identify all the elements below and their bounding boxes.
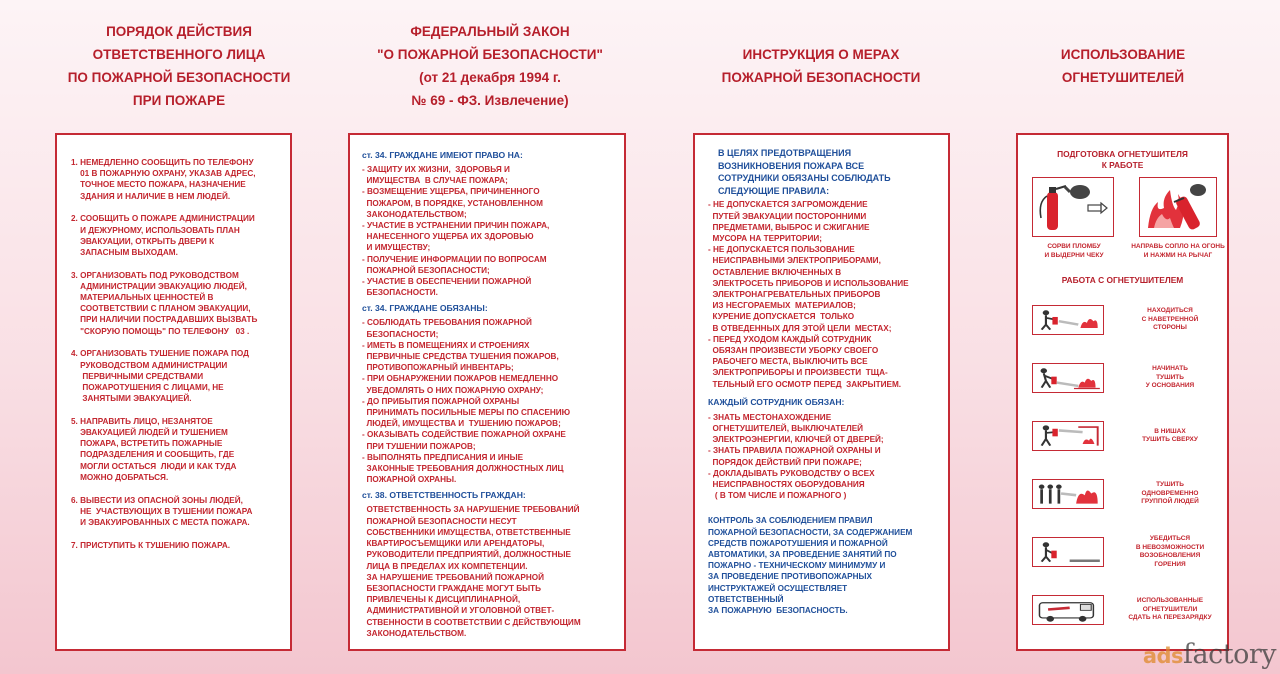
control-line: ЗА ПРОВЕДЕНИЕ ПРОТИВОПОЖАРНЫХ [708, 572, 873, 582]
rule-line: ЭЛЕКТРОСЕТЬ ПРИБОРОВ И ИСПОЛЬЗОВАНИЕ [708, 278, 909, 288]
law-line: - ПРИ ОБНАРУЖЕНИИ ПОЖАРОВ НЕМЕДЛЕННО [362, 374, 559, 384]
action-line: 7. ПРИСТУПИТЬ К ТУШЕНИЮ ПОЖАРА. [71, 540, 231, 550]
duty-line: НЕИСПРАВНОСТЯХ ОБОРУДОВАНИЯ [708, 480, 865, 490]
action-line: И ЭВАКУИРОВАННЫХ С МЕСТА ПОЖАРА. [71, 517, 250, 527]
action-item [71, 348, 257, 404]
duty-line: ОГНЕТУШИТЕЛЕЙ, ВЫКЛЮЧАТЕЛЕЙ [708, 424, 864, 434]
control-paragraph [708, 515, 912, 616]
action-line: 5. НАПРАВИТЬ ЛИЦО, НЕЗАНЯТОЕ [71, 416, 213, 426]
duty-line: ПОРЯДОК ДЕЙСТВИЙ ПРИ ПОЖАРЕ; [708, 457, 862, 467]
aim-nozzle-picto [1139, 177, 1217, 237]
action-line: 01 В ПОЖАРНУЮ ОХРАНУ, УКАЗАВ АДРЕС, [71, 169, 256, 179]
title-line: ПОРЯДОК ДЕЙСТВИЯ [106, 24, 252, 39]
rule-line: ЭЛЕКТРОНАГРЕВАТЕЛЬНЫХ ПРИБОРОВ [708, 290, 881, 299]
panel-federal-law [348, 133, 626, 651]
title-line: ИСПОЛЬЗОВАНИЕ [1060, 47, 1186, 62]
pull-pin-caption [1026, 243, 1122, 260]
step-caption-line: У ОСНОВАНИЯ [1145, 382, 1195, 390]
law-line: КВАРТИРОСЪЕМЩИКИ ИЛИ АРЕНДАТОРЫ, [362, 539, 545, 549]
step-caption-line: ВОЗОБНОВЛЕНИЯ [1139, 552, 1201, 559]
title-line: ПРИ ПОЖАРЕ [132, 93, 226, 108]
rule-line: НЕИСПРАВНЫМИ ЭЛЕКТРОПРИБОРАМИ, [708, 256, 881, 266]
action-line: СООТВЕТСТВИИ С ПЛАНОМ ЭВАКУАЦИИ, [71, 304, 251, 314]
aim-nozzle-caption [1124, 243, 1232, 260]
intro-line: В ЦЕЛЯХ ПРЕДОТВРАЩЕНИЯ [718, 148, 852, 158]
action-line: ПОЖАРА, ВСТРЕТИТЬ ПОЖАРНЫЕ [71, 439, 223, 449]
law-line: ЗАКОНОДАТЕЛЬСТВОМ; [362, 209, 467, 219]
control-line: ПОЖАРНО - ТЕХНИЧЕСКОМУ МИНИМУМУ И [708, 561, 886, 571]
rule-line: КУРЕНИЕ ДОПУСКАЕТСЯ ТОЛЬКО [708, 312, 855, 322]
duty-line: - ДОКЛАДЫВАТЬ РУКОВОДСТВУ О ВСЕХ [708, 468, 875, 478]
law-line: - СОБЛЮДАТЬ ТРЕБОВАНИЯ ПОЖАРНОЙ [362, 318, 532, 328]
action-item [71, 157, 257, 202]
step-caption [1116, 307, 1224, 333]
step-caption-line: С НАВЕТРЕННОЙ [1141, 315, 1199, 323]
control-line: КОНТРОЛЬ ЗА СОБЛЮДЕНИЕМ ПРАВИЛ [708, 516, 873, 526]
pull-pin-picto [1032, 177, 1114, 237]
rule-line: ПУТЕЙ ЭВАКУАЦИИ ПОСТОРОННИМИ [708, 211, 867, 221]
step-picto [1032, 479, 1104, 509]
duty-line: ( В ТОМ ЧИСЛЕ И ПОЖАРНОГО ) [708, 491, 847, 501]
law-line: УВЕДОМЛЯТЬ О НИХ ПОЖАРНУЮ ОХРАНУ; [362, 385, 544, 395]
action-line: 1. НЕМЕДЛЕННО СООБЩИТЬ ПО ТЕЛЕФОНУ [71, 158, 254, 167]
law-line: - ВЫПОЛНЯТЬ ПРЕДПИСАНИЯ И ИНЫЕ [362, 452, 524, 462]
intro-line: ВОЗНИКНОВЕНИЯ ПОЖАРА ВСЕ [718, 160, 865, 171]
caption-line: НАПРАВЬ СОПЛО НА ОГОНЬ [1131, 243, 1225, 250]
step-picto [1032, 305, 1104, 335]
action-line: ПОЖАРОТУШЕНИЯ С ЛИЦАМИ, НЕ [71, 382, 224, 392]
action-line: МОЖНО ДОБРАТЬСЯ. [71, 472, 169, 482]
title-line: (от 21 декабря 1994 г. [419, 70, 561, 85]
instruction-text [708, 147, 912, 616]
rule-line: В ОТВЕДЕННЫХ ДЛЯ ЭТОЙ ЦЕЛИ МЕСТАХ; [708, 323, 892, 333]
step-caption-line: НАЧИНАТЬ [1152, 365, 1188, 373]
intro-line: СОТРУДНИКИ ОБЯЗАНЫ СОБЛЮДАТЬ [718, 173, 891, 184]
col2-title [340, 20, 640, 112]
step-picto [1032, 363, 1104, 393]
law-line: ЗАКОННЫЕ ТРЕБОВАНИЯ ДОЛЖНОСТНЫХ ЛИЦ [362, 464, 564, 474]
step-picto [1032, 537, 1104, 567]
step-caption-line: СТОРОНЫ [1153, 324, 1187, 332]
duty-line: - ЗНАТЬ МЕСТОНАХОЖДЕНИЕ [708, 412, 832, 422]
step-caption-line: ГРУППОЙ ЛЮДЕЙ [1141, 498, 1199, 506]
panel-instruction [693, 133, 950, 651]
law-line: РУКОВОДИТЕЛИ ПРЕДПРИЯТИЙ, ДОЛЖНОСТНЫЕ [362, 550, 572, 560]
rule-line: ИЗ НЕСГОРАЕМЫХ МАТЕРИАЛОВ; [708, 301, 856, 311]
law-article-heading: ст. 34. ГРАЖДАНЕ ОБЯЗАНЫ: [362, 303, 488, 314]
prep-head-line: К РАБОТЕ [1101, 160, 1144, 170]
law-line: БЕЗОПАСНОСТИ; [362, 329, 439, 339]
step-caption-line: ОГНЕТУШИТЕЛИ [1142, 605, 1198, 613]
caption-line: СОРВИ ПЛОМБУ [1047, 243, 1101, 250]
law-line: ПРИВЛЕЧЕНЫ К ДИСЦИПЛИНАРНОЙ, [362, 595, 521, 605]
law-line: БЕЗОПАСНОСТИ ГРАЖДАНЕ МОГУТ БЫТЬ [362, 583, 542, 593]
prep-head-line: ПОДГОТОВКА ОГНЕТУШИТЕЛЯ [1057, 149, 1188, 159]
title-line: ПО ПОЖАРНОЙ БЕЗОПАСНОСТИ [67, 70, 291, 85]
step-picto [1032, 595, 1104, 625]
law-article-body [362, 317, 581, 485]
action-line: 3. ОРГАНИЗОВАТЬ ПОД РУКОВОДСТВОМ [71, 270, 239, 280]
rule-line: МУСОРА НА ТЕРРИТОРИИ; [708, 233, 822, 243]
action-item [71, 213, 257, 258]
step-caption-line: НАХОДИТЬСЯ [1147, 307, 1193, 315]
law-line: ПРИ ТУШЕНИИ ПОЖАРОВ; [362, 441, 476, 451]
action-item [71, 270, 257, 337]
rule-line: ОСТАВЛЕНИЕ ВКЛЮЧЕННЫХ В [708, 267, 842, 277]
caption-line: И ВЫДЕРНИ ЧЕКУ [1044, 251, 1104, 259]
law-line: АДМИНИСТРАТИВНОЙ И УГОЛОВНОЙ ОТВЕТ- [362, 606, 555, 616]
title-line: ОГНЕТУШИТЕЛЕЙ [1061, 70, 1185, 85]
step-caption-line: ТУШИТЬ [1156, 481, 1184, 489]
law-article-heading: ст. 38. ОТВЕТСТВЕННОСТЬ ГРАЖДАН: [362, 490, 526, 501]
rule-line: ТЕЛЬНЫЙ ЕГО ОСМОТР ПЕРЕД ЗАКРЫТИЕМ. [708, 379, 902, 389]
law-line: ПОЖАРНОЙ БЕЗОПАСНОСТИ НЕСУТ [362, 516, 517, 526]
action-item [71, 540, 257, 551]
step-caption-line: ИСПОЛЬЗОВАННЫЕ [1136, 597, 1204, 605]
law-line: ПЕРВИЧНЫЕ СРЕДСТВА ТУШЕНИЯ ПОЖАРОВ, [362, 352, 559, 362]
action-line: ЗАНЯТЫМИ ЭВАКУАЦИЕЙ. [71, 394, 192, 404]
step-caption-line: ГОРЕНИЯ [1154, 560, 1186, 568]
law-line: СТВЕННОСТИ В СООТВЕТСТВИИ С ДЕЙСТВУЮЩИМ [362, 617, 581, 627]
rule-line: ПРЕДМЕТАМИ, ВЫБРОС И СЖИГАНИЕ [708, 222, 870, 232]
prep-heading [1018, 149, 1227, 171]
action-line: ЭВАКУАЦИЕЙ ЛЮДЕЙ И ТУШЕНИЕМ [71, 428, 228, 438]
duty-line: - ЗНАТЬ ПРАВИЛА ПОЖАРНОЙ ОХРАНЫ И [708, 446, 881, 456]
action-line: ТОЧНОЕ МЕСТО ПОЖАРА, НАЗНАЧЕНИЕ [71, 180, 246, 190]
action-line: НЕ УЧАСТВУЮЩИХ В ТУШЕНИИ ПОЖАРА [71, 506, 253, 516]
law-line: БЕЗОПАСНОСТИ. [362, 288, 438, 298]
action-line: ЭВАКУАЦИИ, ОТКРЫТЬ ДВЕРИ К [71, 236, 215, 246]
law-article-body [362, 164, 581, 298]
law-line: ПРИНИМАТЬ ПОСИЛЬНЫЕ МЕРЫ ПО СПАСЕНИЮ [362, 408, 571, 418]
action-item [71, 495, 257, 529]
action-item [71, 416, 257, 483]
action-line: 6. ВЫВЕСТИ ИЗ ОПАСНОЙ ЗОНЫ ЛЮДЕЙ, [71, 495, 243, 505]
law-line: ЗА НАРУШЕНИЕ ТРЕБОВАНИЙ ПОЖАРНОЙ [362, 572, 544, 582]
rule-line: - НЕ ДОПУСКАЕТСЯ ПОЛЬЗОВАНИЕ [708, 245, 855, 255]
action-line: РУКОВОДСТВОМ АДМИНИСТРАЦИИ [71, 360, 228, 370]
title-line: № 69 - ФЗ. Извлечение) [411, 93, 569, 108]
action-line: 4. ОРГАНИЗОВАТЬ ТУШЕНИЕ ПОЖАРА ПОД [71, 349, 250, 359]
action-line: АДМИНИСТРАЦИИ ЭВАКУАЦИЮ ЛЮДЕЙ, [71, 281, 247, 291]
rule-line: РАБОЧЕГО МЕСТА, ВЫКЛЮЧИТЬ ВСЕ [708, 357, 868, 367]
law-line: НАНЕСЕННОГО УЩЕРБА ИХ ЗДОРОВЬЮ [362, 232, 534, 242]
step-caption-line: СДАТЬ НА ПЕРЕЗАРЯДКУ [1128, 614, 1212, 622]
caption-line: И НАЖМИ НА РЫЧАГ [1143, 251, 1213, 259]
panel-extinguishers [1016, 133, 1229, 651]
law-line: ЗАКОНОДАТЕЛЬСТВОМ. [362, 628, 467, 638]
col3-title [680, 43, 962, 89]
action-list [71, 157, 257, 562]
law-article-heading: ст. 34. ГРАЖДАНЕ ИМЕЮТ ПРАВО НА: [362, 150, 523, 160]
step-caption-line: ОДНОВРЕМЕННО [1141, 489, 1199, 497]
law-line: - ЗАЩИТУ ИХ ЖИЗНИ, ЗДОРОВЬЯ И [362, 165, 510, 174]
rule-line: ОБЯЗАН ПРОИЗВЕСТИ УБОРКУ СВОЕГО [708, 346, 879, 356]
duty-heading: КАЖДЫЙ СОТРУДНИК ОБЯЗАН: [708, 396, 845, 407]
action-line: 2. СООБЩИТЬ О ПОЖАРЕ АДМИНИСТРАЦИИ [71, 214, 255, 224]
law-line: - ВОЗМЕЩЕНИЕ УЩЕРБА, ПРИЧИНЕННОГО [362, 187, 540, 197]
title-line: ФЕДЕРАЛЬНЫЙ ЗАКОН [410, 24, 570, 39]
intro-line: СЛЕДУЮЩИЕ ПРАВИЛА: [718, 185, 830, 196]
title-line: ИНСТРУКЦИЯ О МЕРАХ [742, 47, 900, 62]
rule-line: - НЕ ДОПУСКАЕТСЯ ЗАГРОМОЖДЕНИЕ [708, 200, 868, 210]
control-line: ПОЖАРНОЙ БЕЗОПАСНОСТИ, ЗА СОДЕРЖАНИЕМ [708, 527, 913, 537]
rule-line: - ПЕРЕД УХОДОМ КАЖДЫЙ СОТРУДНИК [708, 334, 872, 344]
action-line: И ДЕЖУРНОМУ, ИСПОЛЬЗОВАТЬ ПЛАН [71, 225, 240, 235]
action-line: ПРИ НАЛИЧИИ ПОСТРАДАВШИХ ВЫЗВАТЬ [71, 315, 258, 325]
law-line: СОБСТВЕННИКИ ИМУЩЕСТВА, ОТВЕТСТВЕННЫЕ [362, 527, 571, 537]
action-line: МОГЛИ ОСТАТЬСЯ ЛЮДИ И КАК ТУДА [71, 461, 237, 471]
law-line: ПОЖАРОМ, В ПОРЯДКЕ, УСТАНОВЛЕННОМ [362, 198, 543, 208]
law-line: - УЧАСТИЕ В ОБЕСПЕЧЕНИИ ПОЖАРНОЙ [362, 277, 532, 287]
work-heading: РАБОТА С ОГНЕТУШИТЕЛЕМ [1061, 275, 1184, 285]
duty-list [708, 412, 912, 502]
step-caption [1116, 428, 1224, 445]
step-caption-line: ТУШИТЬ [1156, 373, 1184, 381]
col4-title [1010, 43, 1236, 89]
action-line: ЗАПАСНЫМ ВЫХОДАМ. [71, 247, 178, 257]
control-line: ОТВЕТСТВЕННЫЙ [708, 594, 784, 604]
instruction-intro [718, 147, 912, 197]
control-line: ИНСТРУКТАЖЕЙ ОСУЩЕСТВЛЯЕТ [708, 583, 848, 593]
law-line: ПОЖАРНОЙ БЕЗОПАСНОСТИ; [362, 265, 490, 275]
law-article-body [362, 504, 581, 638]
law-line: ЛЮДЕЙ, ИМУЩЕСТВА И ТУШЕНИЮ ПОЖАРОВ; [362, 419, 561, 429]
watermark: adsfactory [1142, 639, 1276, 670]
law-line: ИМУЩЕСТВА В СЛУЧАЕ ПОЖАРА; [362, 176, 508, 186]
action-line: ПЕРВИЧНЫМИ СРЕДСТВАМИ [71, 371, 204, 381]
step-caption-line: В НЕВОЗМОЖНОСТИ [1135, 543, 1205, 551]
title-line: "О ПОЖАРНОЙ БЕЗОПАСНОСТИ" [377, 47, 603, 62]
control-line: ЗА ПОЖАРНУЮ БЕЗОПАСНОСТЬ. [708, 606, 848, 616]
col1-title [40, 20, 318, 112]
law-line: ПОЖАРНОЙ ОХРАНЫ. [362, 475, 457, 485]
step-caption [1116, 597, 1224, 623]
law-line: - ДО ПРИБЫТИЯ ПОЖАРНОЙ ОХРАНЫ [362, 396, 520, 406]
step-caption-line: УБЕДИТЬСЯ [1149, 535, 1191, 542]
action-line: МАТЕРИАЛЬНЫХ ЦЕННОСТЕЙ В [71, 293, 214, 303]
action-line: ЗДАНИЯ И НАЛИЧИЕ В НЕМ ЛЮДЕЙ. [71, 191, 231, 201]
law-line: - ИМЕТЬ В ПОМЕЩЕНИЯХ И СТРОЕНИЯХ [362, 340, 530, 350]
law-line: ЛИЦА В ПРЕДЕЛАХ ИХ КОМПЕТЕНЦИИ. [362, 561, 528, 571]
rule-line: ЭЛЕКТРОПРИБОРЫ И ПРОИЗВЕСТИ ТЩА- [708, 368, 888, 378]
title-line: ОТВЕТСТВЕННОГО ЛИЦА [92, 47, 266, 62]
step-caption-line: В НИШАХ [1154, 427, 1186, 435]
step-caption [1116, 535, 1224, 569]
control-line: СРЕДСТВ ПОЖАРОТУШЕНИЯ И ПОЖАРНОЙ [708, 538, 888, 548]
duty-line: ЭЛЕКТРОЭНЕРГИИ, КЛЮЧЕЙ ОТ ДВЕРЕЙ; [708, 435, 884, 445]
law-line: - ПОЛУЧЕНИЕ ИНФОРМАЦИИ ПО ВОПРОСАМ [362, 254, 547, 264]
step-caption [1116, 365, 1224, 391]
panel-action-order [55, 133, 292, 651]
instruction-rules [708, 199, 912, 389]
action-line: "СКОРУЮ ПОМОЩЬ" ПО ТЕЛЕФОНУ 03 . [71, 326, 250, 336]
step-caption [1116, 481, 1224, 507]
law-line: И ИМУЩЕСТВУ; [362, 243, 431, 253]
law-line: ПРОТИВОПОЖАРНЫЙ ИНВЕНТАРЬ; [362, 363, 514, 373]
law-line: - УЧАСТИЕ В УСТРАНЕНИИ ПРИЧИН ПОЖАРА, [362, 221, 550, 231]
step-picto [1032, 421, 1104, 451]
law-line: ОТВЕТСТВЕННОСТЬ ЗА НАРУШЕНИЕ ТРЕБОВАНИЙ [362, 505, 580, 515]
action-line: ПОДРАЗДЕЛЕНИЯ И СООБЩИТЬ, ГДЕ [71, 450, 235, 460]
step-caption-line: ТУШИТЬ СВЕРХУ [1142, 436, 1198, 443]
law-text [362, 149, 581, 643]
title-line: ПОЖАРНОЙ БЕЗОПАСНОСТИ [721, 70, 921, 85]
control-line: АВТОМАТИКИ, ЗА ПРОВЕДЕНИЕ ЗАНЯТИЙ ПО [708, 550, 897, 560]
law-line: - ОКАЗЫВАТЬ СОДЕЙСТВИЕ ПОЖАРНОЙ ОХРАНЕ [362, 430, 566, 440]
